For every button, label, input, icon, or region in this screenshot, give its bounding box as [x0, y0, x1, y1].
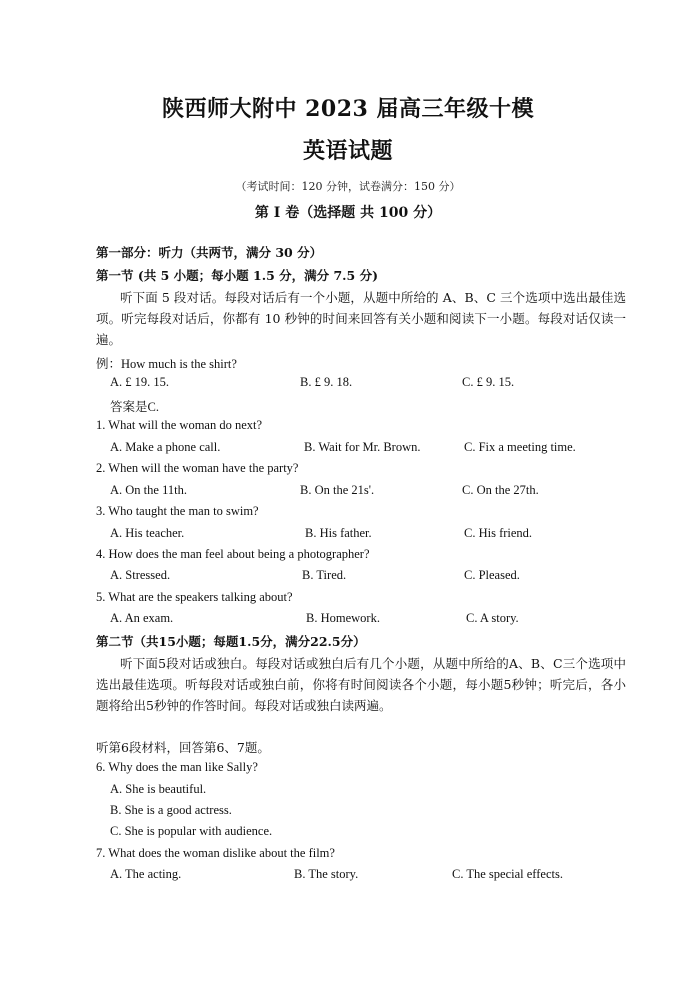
q4-option-a: A. Stressed.: [110, 568, 171, 582]
question-1: 1. What will the woman do next?: [96, 418, 263, 432]
part1-heading: 第一部分：听力（共两节，满分 30 分）: [96, 245, 323, 260]
q6-option-a: A. She is beautiful.: [110, 782, 207, 796]
question-3: 3. Who taught the man to swim?: [96, 504, 259, 518]
page-subtitle: 英语试题: [302, 138, 393, 164]
example-option-b: B. £ 9. 18.: [300, 375, 353, 389]
section1-instructions: 听下面 5 段对话。每段对话后有一个小题，从题中所给的 A、B、C 三个选项中选出最佳选项。听完每段对话后，你都有 10 秒钟的时间来回答有关小题和阅读下一小题。每段对话仅读一遍。: [96, 290, 626, 347]
example-option-a: A. £ 19. 15.: [110, 375, 170, 389]
q6-option-c: C. She is popular with audience.: [110, 824, 273, 838]
q3-option-a: A. His teacher.: [110, 526, 185, 540]
q1-option-b: B. Wait for Mr. Brown.: [304, 440, 421, 454]
page-title: 陕西师大附中 2023 届高三年级十模: [161, 96, 535, 122]
material-note: 听第6段材料，回答第6、7题。: [96, 740, 270, 755]
question-4: 4. How does the man feel about being a photographer?: [96, 547, 370, 561]
q7-option-c: C. The special effects.: [452, 867, 563, 881]
section2-instructions: 听下面5段对话或独白。每段对话或独白后有几个小题，从题中所给的A、B、C三个选项中选出最佳选项。听每段对话或独白前，你将有时间阅读各个小题，每小题5秒钟；听完后，各小题将给出5秒钟的作答时间。每段对话或独白读两遍。: [96, 656, 626, 713]
q5-option-b: B. Homework.: [306, 611, 380, 625]
volume-heading: 第 I 卷（选择题 共 100 分）: [254, 205, 442, 221]
q1-option-c: C. Fix a meeting time.: [464, 440, 576, 454]
question-2: 2. When will the woman have the party?: [96, 461, 299, 475]
question-5: 5. What are the speakers talking about?: [96, 590, 293, 604]
q4-option-b: B. Tired.: [302, 568, 347, 582]
question-6: 6. Why does the man like Sally?: [96, 760, 258, 774]
example-answer: 答案是C.: [110, 400, 159, 414]
q1-option-a: A. Make a phone call.: [110, 440, 221, 454]
q2-option-a: A. On the 11th.: [110, 483, 187, 497]
section2-heading: 第二节（共15小题；每题1.5分，满分22.5分）: [96, 634, 366, 649]
q7-option-b: B. The story.: [294, 867, 359, 881]
q2-option-c: C. On the 27th.: [462, 483, 539, 497]
q2-option-b: B. On the 21s'.: [300, 483, 375, 497]
example-option-c: C. £ 9. 15.: [462, 375, 515, 389]
q3-option-b: B. His father.: [305, 526, 372, 540]
example-question: 例：How much is the shirt?: [96, 357, 237, 371]
section1-heading: 第一节 (共 5 小题；每小题 1.5 分，满分 7.5 分): [96, 268, 378, 283]
q7-option-a: A. The acting.: [110, 867, 182, 881]
q4-option-c: C. Pleased.: [464, 568, 520, 582]
exam-info: （考试时间：120 分钟，试卷满分：150 分）: [235, 180, 461, 193]
q3-option-c: C. His friend.: [464, 526, 533, 540]
q5-option-c: C. A story.: [466, 611, 519, 625]
q6-option-b: B. She is a good actress.: [110, 803, 232, 817]
question-7: 7. What does the woman dislike about the film?: [96, 846, 335, 860]
q5-option-a: A. An exam.: [110, 611, 174, 625]
